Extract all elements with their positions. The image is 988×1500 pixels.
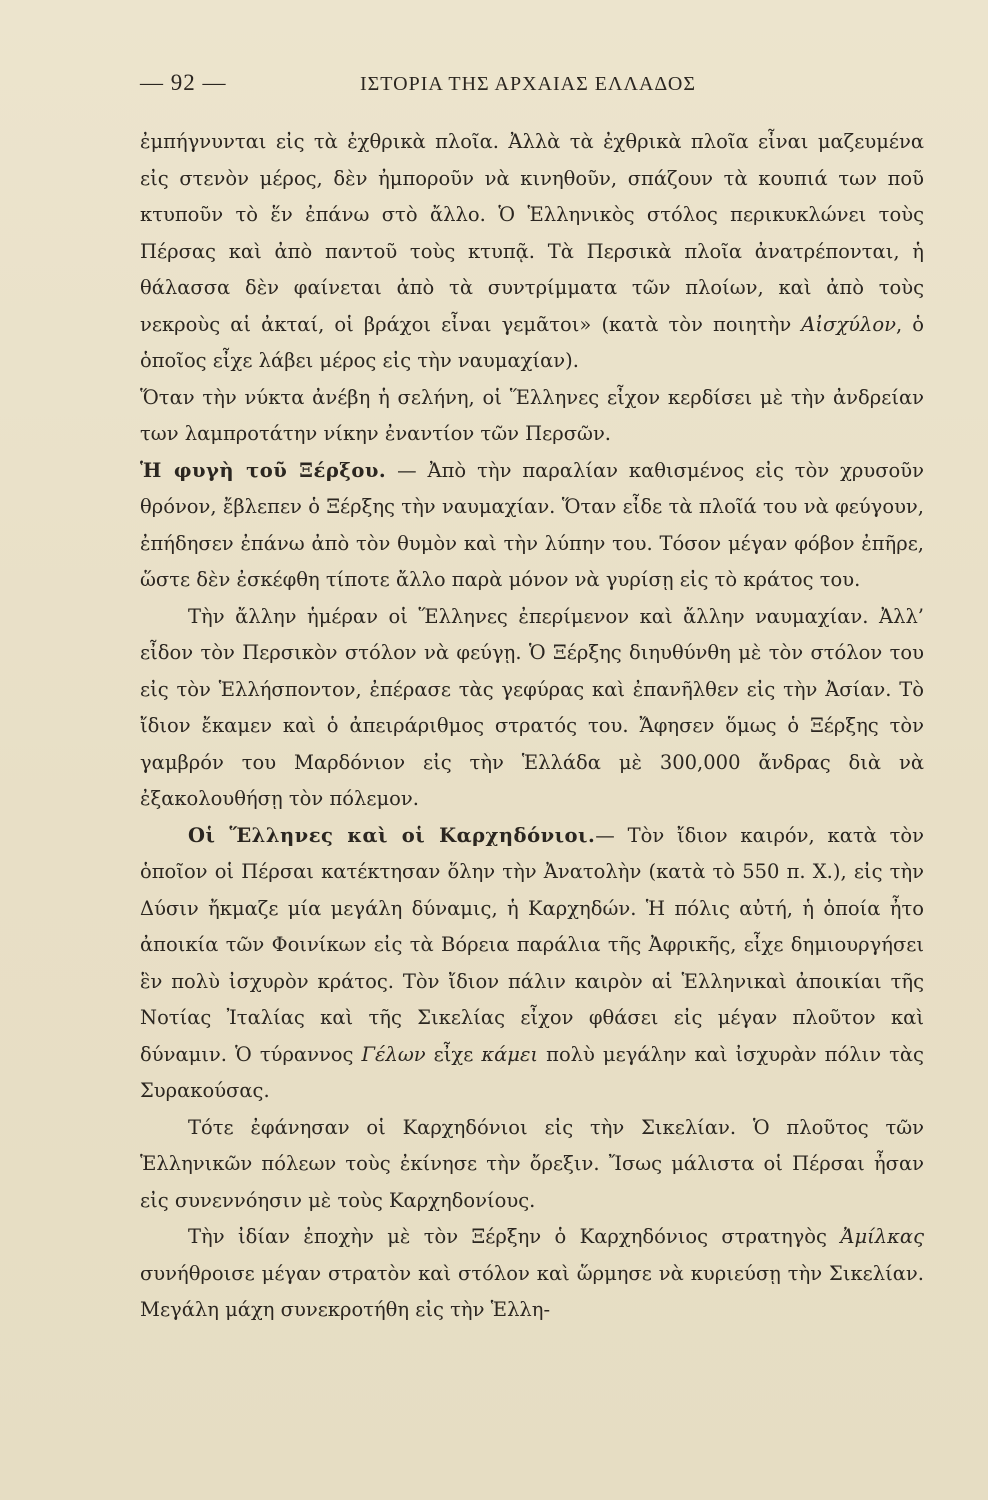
text-run: — Τὸν ἴδιον καιρόν, κατὰ τὸν ὁποῖον οἱ Πέρσαι κατέκτησαν ὅλην τὴν Ἀνατολὴν (κατὰ τὸ 550 π. Χ.), εἰς τὴν Δύσιν ἤκμαζε μία μεγάλη δύναμις, ἡ Καρχηδών. Ἡ πόλις αὐτή, ἡ ὁποία ἦτο ἀποικία τῶν Φοινίκων εἰς τὰ Βόρεια παράλια τῆς Ἀφρικῆς, εἶχε δημιουργήσει ἓν πολὺ ἰσχυρὸν κράτος. Τὸν ἴδιον πάλιν καιρὸν αἱ Ἑλληνικαὶ ἀποικίαι τῆς Νοτίας Ἰταλίας καὶ τῆς Σικελίας εἶχον φθάσει εἰς μέγαν πλοῦτον καὶ δύναμιν. Ὁ τύραννος [140, 823, 925, 1066]
paragraph-victory: Ὅταν τὴν νύκτα ἀνέβη ἡ σελήνη, οἱ Ἕλληνες εἶχον κερδίσει μὲ τὴν ἀνδρείαν των λαμπροτάτην νίκην ἐναντίον τῶν Περσῶν. [140, 385, 924, 445]
italic-name-aeschylus: Αἰσχύλον [801, 312, 896, 336]
text-run: ἐμπήγνυνται εἰς τὰ ἐχθρικὰ πλοῖα. Ἀλλὰ τὰ ἐχθρικὰ πλοῖα εἶναι μαζευμένα εἰς στενὸν μέρος, δὲν ἠμποροῦν νὰ κινηθοῦν, σπάζουν τὰ κουπιά των ποῦ κτυποῦν τὸ ἕν ἐπάνω στὸ ἄλλο. Ὁ Ἑλληνικὸς στόλος περικυκλώνει τοὺς Πέρσας καὶ ἀπὸ παντοῦ τοὺς κτυπᾷ. Τὰ Περσικὰ πλοῖα ἀνατρέπονται, ἡ θάλασσα δὲν φαίνεται ἀπὸ τὰ συντρίμματα τῶν πλοίων, καὶ ἀπὸ τοὺς νεκροὺς αἱ ἀκταί, οἱ βράχοι εἶναι γεμᾶτοι» (κατὰ τὸν ποιητὴν [140, 130, 924, 336]
text-run: συνήθροισε μέγαν στρατὸν καὶ στόλον καὶ ὥρμησε νὰ κυριεύσῃ τὴν Σικελίαν. Μεγάλη μάχη συνεκροτήθη εἰς τὴν Ἑλλη- [140, 1261, 924, 1321]
running-title: ΙΣΤΟΡΙΑ ΤΗΣ ΑΡΧΑΙΑΣ ΕΛΛΑΔΟΣ [360, 73, 697, 95]
paragraph-retreat: Τὴν ἄλλην ἡμέραν οἱ Ἕλληνες ἐπερίμενον καὶ ἄλλην ναυμαχίαν. Ἀλλ’ εἶδον τὸν Περσικὸν στόλον νὰ φεύγῃ. Ὁ Ξέρξης διηυθύνθη μὲ τὸν στόλον του εἰς τὸν Ἑλλήσποντον, ἐπέρασε τὰς γεφύρας καὶ ἐπανῆλθεν εἰς τὴν Ἀσίαν. Τὸ ἴδιον ἔκαμεν καὶ ὁ ἀπειράριθμος στρατός του. Ἄφησεν ὅμως ὁ Ξέρξης τὸν γαμβρόν του Μαρδόνιον εἰς τὴν Ἑλλάδα μὲ 300,000 ἄνδρας διὰ νὰ ἐξακολουθήσῃ τὸν πόλεμον. [140, 604, 924, 810]
text-run: , ὁ ὁποῖος εἶχε λάβει μέρος εἰς τὴν ναυμαχίαν). [140, 312, 924, 372]
text-run: πολὺ μεγάλην καὶ ἰσχυρὰν πόλιν τὰς Συρακούσας. [140, 1042, 924, 1102]
paragraph-flight-of-xerxes [140, 453, 924, 599]
paragraph-greeks-and-carthaginians [140, 818, 924, 1110]
italic-name-gelon: Γέλων [361, 1042, 426, 1066]
section-heading-flight-of-xerxes: Ἡ φυγὴ τοῦ Ξέρξου. [140, 458, 387, 482]
paragraph-carthaginians-in-sicily: Τότε ἐφάνησαν οἱ Καρχηδόνιοι εἰς τὴν Σικελίαν. Ὁ πλοῦτος τῶν Ἑλληνικῶν πόλεων τοὺς ἐκίνησε τὴν ὄρεξιν. Ἴσως μάλιστα οἱ Πέρσαι ἦσαν εἰς συνεννόησιν μὲ τοὺς Καρχηδονίους. [140, 1115, 924, 1212]
paragraph-hamilcar [140, 1219, 924, 1329]
text-run: Τὴν ἰδίαν ἐποχὴν μὲ τὸν Ξέρξην ὁ Καρχηδόνιος στρατηγὸς [188, 1225, 841, 1248]
text-run: εἶχε [425, 1042, 482, 1066]
italic-name-hamilcar: Ἀμίλκας [840, 1225, 924, 1248]
section-heading-greeks-and-carthaginians: Οἱ Ἕλληνες καὶ οἱ Καρχηδόνιοι. [188, 823, 596, 847]
page-number: — 92 — [140, 70, 227, 95]
paragraph-naval-battle [140, 124, 924, 380]
text-run: — Ἀπὸ τὴν παραλίαν καθισμένος εἰς τὸν χρυσοῦν θρόνον, ἔβλεπεν ὁ Ξέρξης τὴν ναυμαχίαν. Ὅταν εἶδε τὰ πλοῖά του νὰ φεύγουν, ἐπήδησεν ἐπάνω ἀπὸ τὸν θυμὸν καὶ τὴν λύπην του. Τόσον μέγαν φόβον ἐπῆρε, ὥστε δὲν ἐσκέφθη τίποτε ἄλλο παρὰ μόνον νὰ γυρίσῃ εἰς τὸ κράτος του. [140, 458, 924, 591]
body-text [140, 124, 924, 1329]
page-header [140, 70, 924, 110]
italic-word-kamei: κάμει [481, 1042, 539, 1066]
